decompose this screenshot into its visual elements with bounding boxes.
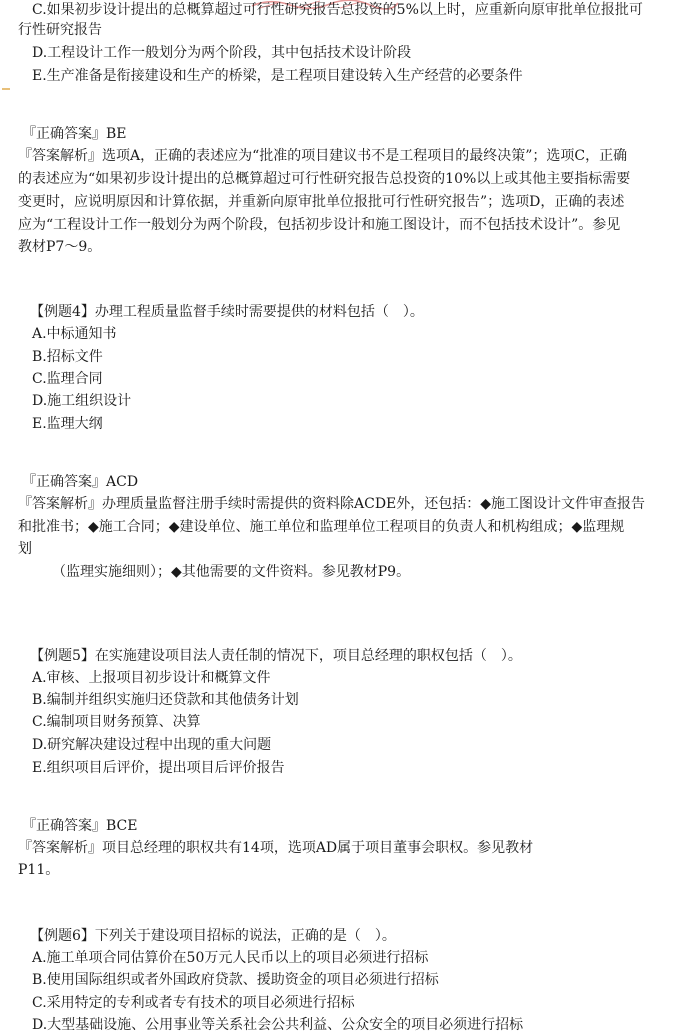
q3-analysis-5: 教材P7～9。: [18, 239, 102, 255]
q6-opt-a: A.施工单项合同估算价在50万元人民币以上的项目必须进行招标: [32, 950, 429, 966]
margin-mark: [2, 88, 10, 90]
q3-opt-c-2: 行性研究报告: [18, 22, 102, 38]
q5-opt-e: E.组织项目后评价，提出项目后评价报告: [32, 760, 285, 776]
q5-opt-b: B.编制并组织实施归还贷款和其他债务计划: [32, 692, 299, 708]
q4-analysis-1: 『答案解析』办理质量监督注册手续时需提供的资料除ACDE外，还包括：◆施工图设计文件审查报告: [18, 496, 646, 512]
q5-analysis-2: P11。: [18, 862, 60, 878]
q5-title: 【例题5】在实施建设项目法人责任制的情况下，项目总经理的职权包括（ ）。: [30, 648, 522, 664]
q3-opt-d: D.工程设计工作一般划分为两个阶段，其中包括技术设计阶段: [32, 45, 412, 61]
q4-title: 【例题4】办理工程质量监督手续时需要提供的材料包括（ ）。: [30, 304, 424, 320]
q4-opt-d: D.施工组织设计: [32, 393, 132, 409]
q3-opt-e: E.生产准备是衔接建设和生产的桥梁，是工程项目建设转入生产经营的必要条件: [32, 68, 523, 84]
q6-opt-c: C.采用特定的专利或者专有技术的项目必须进行招标: [32, 995, 355, 1011]
q4-opt-a: A.中标通知书: [32, 326, 117, 342]
q6-opt-d: D.大型基础设施、公用事业等关系社会公共利益、公众安全的项目必须进行招标: [32, 1017, 524, 1033]
q6-title: 【例题6】下列关于建设项目招标的说法，正确的是（ ）。: [30, 928, 396, 944]
q5-opt-a: A.审核、上报项目初步设计和概算文件: [32, 670, 271, 686]
q4-answer: 『正确答案』ACD: [22, 474, 139, 490]
q3-analysis-3: 变更时，应说明原因和计算依据，并重新向原审批单位报批可行性研究报告”；选项D，正确的表述: [18, 194, 625, 210]
q4-analysis-2: 和批准书；◆施工合同；◆建设单位、施工单位和监理单位工程项目的负责人和机构组成；◆监理规: [18, 519, 625, 535]
q5-analysis-1: 『答案解析』项目总经理的职权共有14项，选项AD属于项目董事会职权。参见教材: [18, 840, 534, 856]
q3-analysis-4: 应为“工程设计工作一般划分为两个阶段，包括初步设计和施工图设计，而不包括技术设计”。参见: [18, 217, 621, 233]
q3-answer: 『正确答案』BE: [22, 126, 127, 142]
q4-opt-e: E.监理大纲: [32, 416, 103, 432]
q4-analysis-4: （监理实施细则）；◆其他需要的文件资料。参见教材P9。: [52, 564, 411, 580]
q5-opt-d: D.研究解决建设过程中出现的重大问题: [32, 737, 272, 753]
q4-analysis-3: 划: [18, 541, 32, 557]
q3-analysis-1: 『答案解析』选项A，正确的表述应为“批准的项目建议书不是工程项目的最终决策”；选项C，正确: [18, 148, 628, 164]
q6-opt-b: B.使用国际组织或者外国政府贷款、援助资金的项目必须进行招标: [32, 972, 439, 988]
q5-answer: 『正确答案』BCE: [22, 818, 138, 834]
q3-opt-c-1: C.如果初步设计提出的总概算超过可行性研究报告总投资的5%以上时，应重新向原审批单位报批可: [32, 2, 643, 18]
q3-analysis-2: 的表述应为“如果初步设计提出的总概算超过可行性研究报告总投资的10%以上或其他主要指标需要: [18, 171, 631, 187]
q4-opt-b: B.招标文件: [32, 349, 103, 365]
q4-opt-c: C.监理合同: [32, 371, 103, 387]
q5-opt-c: C.编制项目财务预算、决算: [32, 714, 201, 730]
